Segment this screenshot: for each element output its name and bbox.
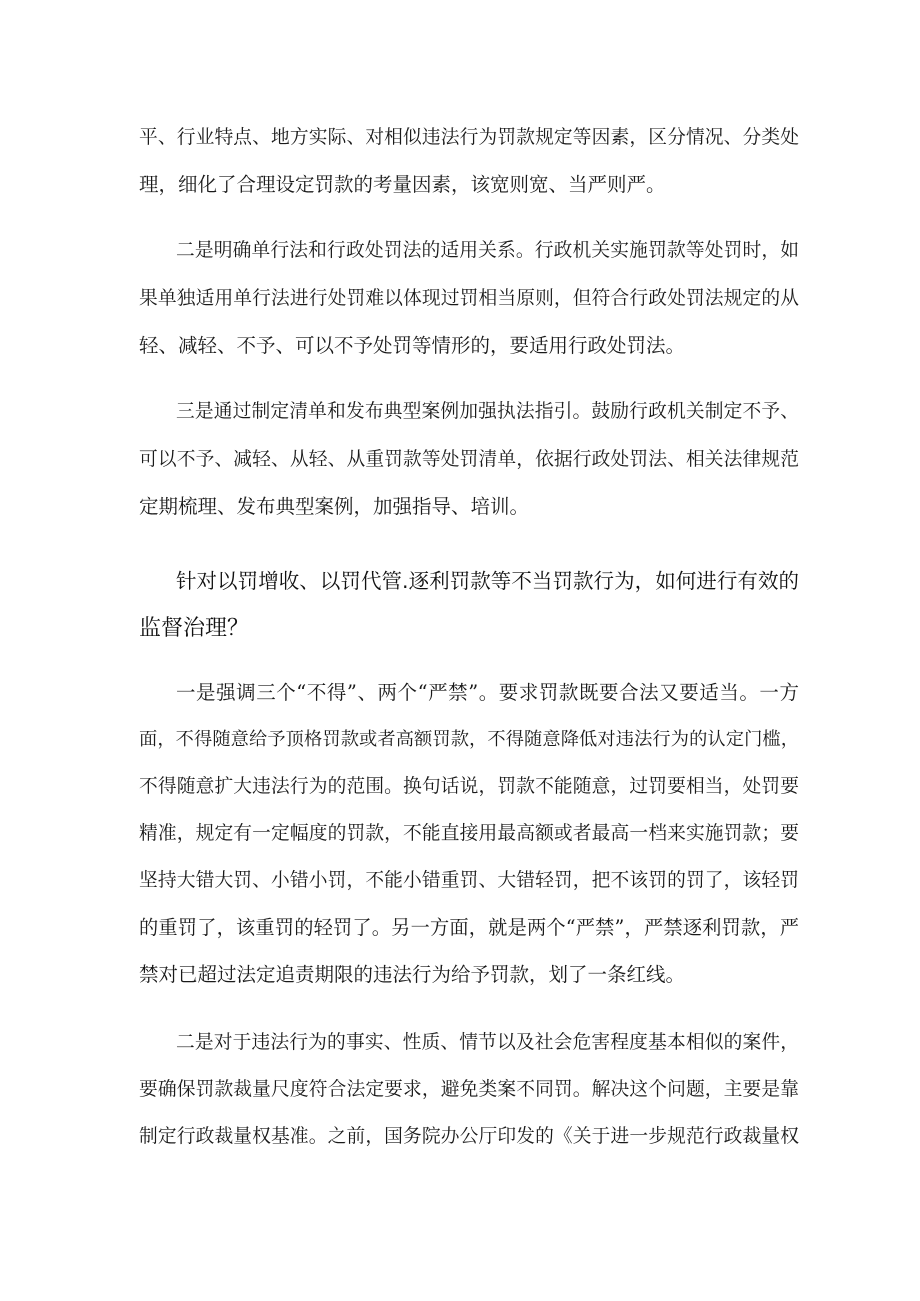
paragraph-line: 三是通过制定清单和发布典型案例加强执法指引。鼓励行政机关制定不予、 xyxy=(176,401,799,422)
paragraph-line: 精准，规定有一定幅度的罚款，不能直接用最高额或者最高一档来实施罚款；要 xyxy=(139,823,799,844)
paragraph-line: 的重罚了，该重罚的轻罚了。另一方面，就是两个“严禁”，严禁逐利罚款，严 xyxy=(139,916,799,939)
question-heading: 针对以罚增收、以罚代管.逐利罚款等不当罚款行为，如何进行有效的 xyxy=(176,569,799,593)
paragraph-line: 面，不得随意给予顶格罚款或者高额罚款，不得随意降低对违法行为的认定门槛， xyxy=(139,729,799,750)
paragraph-line: 轻、减轻、不予、可以不予处罚等情形的，要适用行政处罚法。 xyxy=(139,334,686,357)
paragraph-line: 不得随意扩大违法行为的范围。换句话说，罚款不能随意，过罚要相当，处罚要 xyxy=(139,776,799,797)
paragraph-line: 果单独适用单行法进行处罚难以体现过罚相当原则，但符合行政处罚法规定的从 xyxy=(139,288,799,309)
paragraph-line: 可以不予、减轻、从轻、从重罚款等处罚清单，依据行政处罚法、相关法律规范 xyxy=(139,449,799,470)
paragraph-line: 禁对已超过法定追责期限的违法行为给予罚款，划了一条红线。 xyxy=(139,963,686,986)
paragraph-line: 理，细化了合理设定罚款的考量因素，该宽则宽、当严则严。 xyxy=(139,173,666,196)
paragraph-line: 一是强调三个“不得”、两个“严禁”。要求罚款既要合法又要适当。一方 xyxy=(176,681,799,704)
paragraph-line: 坚持大错大罚、小错小罚，不能小错重罚、大错轻罚，把不该罚的罚了，该轻罚 xyxy=(139,870,799,891)
paragraph-line: 定期梳理、发布典型案例，加强指导、培训。 xyxy=(139,495,530,518)
paragraph-line: 制定行政裁量权基准。之前，国务院办公厅印发的《关于进一步规范行政裁量权 xyxy=(139,1126,799,1147)
paragraph-line: 平、行业特点、地方实际、对相似违法行为罚款规定等因素，区分情况、分类处 xyxy=(139,127,799,148)
question-heading: 监督治理？ xyxy=(139,616,250,641)
paragraph-line: 要确保罚款裁量尺度符合法定要求，避免类案不同罚。解决这个问题，主要是靠 xyxy=(139,1079,799,1100)
paragraph-line: 二是明确单行法和行政处罚法的适用关系。行政机关实施罚款等处罚时，如 xyxy=(176,240,799,261)
paragraph-line: 二是对于违法行为的事实、性质、情节以及社会危害程度基本相似的案件， xyxy=(176,1032,799,1053)
